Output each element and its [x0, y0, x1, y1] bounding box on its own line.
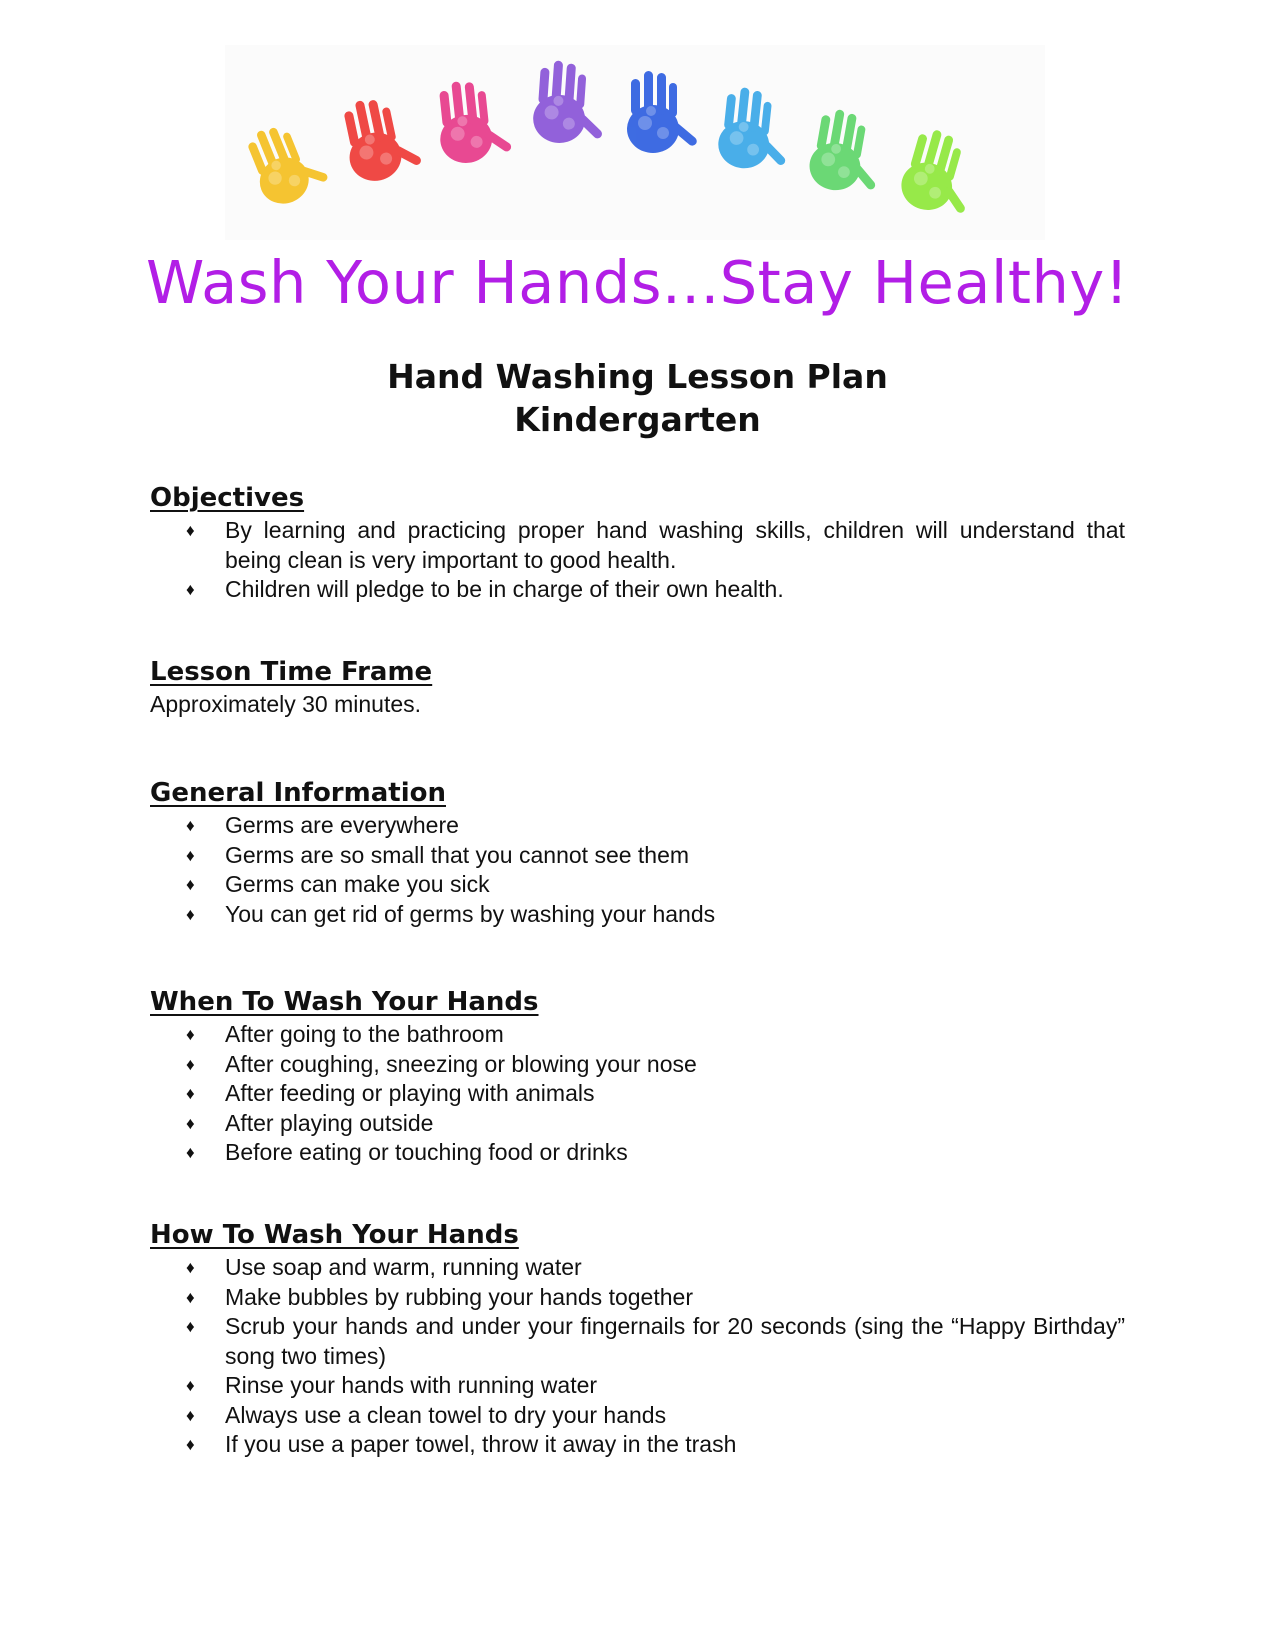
diamond-bullet-icon: ♦ — [186, 1143, 195, 1162]
list-item-text: You can get rid of germs by washing your hands — [225, 900, 716, 927]
list-item-text: After going to the bathroom — [225, 1021, 504, 1047]
diamond-bullet-icon: ♦ — [186, 521, 195, 540]
time-frame-heading: Lesson Time Frame — [150, 657, 433, 687]
how-to-wash-list — [150, 1253, 1125, 1460]
diamond-bullet-icon: ♦ — [186, 1258, 195, 1277]
when-to-wash-heading: When To Wash Your Hands — [150, 987, 539, 1017]
diamond-bullet-icon: ♦ — [186, 1287, 195, 1307]
list-item — [150, 841, 1125, 871]
when-to-wash-list — [150, 1020, 1125, 1168]
handprint-icon — [716, 86, 794, 173]
list-item-text: Before eating or touching food or drinks — [225, 1139, 628, 1165]
diamond-bullet-icon: ♦ — [186, 1054, 195, 1074]
general-info-section — [150, 777, 1125, 929]
list-item-text: Germs are so small that you cannot see them — [225, 841, 690, 868]
diamond-bullet-icon: ♦ — [186, 580, 195, 599]
list-item-text: After playing outside — [225, 1109, 434, 1136]
list-item — [150, 870, 1125, 900]
list-item — [150, 575, 1125, 605]
general-info-list — [150, 811, 1125, 929]
handprint-icon — [532, 59, 609, 146]
list-item-text: Scrub your hands and under your fingernails for 20 seconds (sing the “Happy Birthday” song two times) — [225, 1313, 1125, 1369]
list-item-text: If you use a paper towel, throw it away in the trash — [225, 1431, 737, 1457]
diamond-bullet-icon: ♦ — [186, 816, 195, 835]
when-to-wash-section — [150, 986, 1125, 1168]
general-info-heading: General Information — [150, 778, 446, 808]
list-item — [150, 1401, 1125, 1431]
time-frame-text: Approximately 30 minutes. — [150, 691, 422, 717]
diamond-bullet-icon: ♦ — [186, 1317, 195, 1336]
how-to-wash-heading: How To Wash Your Hands — [150, 1220, 519, 1250]
list-item — [150, 811, 1125, 841]
handprints-illustration — [225, 45, 1045, 240]
list-item-text: Children will pledge to be in charge of their own health. — [225, 576, 784, 602]
list-item-text: Rinse your hands with running water — [225, 1372, 598, 1398]
diamond-bullet-icon: ♦ — [186, 1084, 195, 1103]
list-item — [150, 1020, 1125, 1050]
list-item-text: By learning and practicing proper hand washing skills, children will understand that being clean is very important to good health. — [225, 517, 1125, 573]
diamond-bullet-icon: ♦ — [186, 1405, 195, 1425]
list-item — [150, 1430, 1125, 1460]
list-item — [150, 1253, 1125, 1283]
list-item — [150, 1371, 1125, 1401]
list-item — [150, 1283, 1125, 1313]
list-item — [150, 900, 1125, 930]
list-item-text: Make bubbles by rubbing your hands together — [225, 1283, 693, 1310]
handprint-icon — [896, 125, 986, 222]
objectives-list — [150, 516, 1125, 605]
list-item-text: Germs can make you sick — [225, 871, 490, 897]
objectives-section — [150, 482, 1125, 605]
list-item — [150, 1079, 1125, 1109]
lesson-plan-title: Hand Washing Lesson Plan — [387, 357, 888, 396]
list-item-text: After feeding or playing with animals — [225, 1080, 595, 1106]
handprint-icon — [434, 76, 514, 165]
how-to-wash-section — [150, 1219, 1125, 1460]
diamond-bullet-icon: ♦ — [186, 1435, 195, 1454]
list-item-text: After coughing, sneezing or blowing your nose — [225, 1050, 697, 1077]
diamond-bullet-icon: ♦ — [186, 1376, 195, 1395]
list-item-text: Germs are everywhere — [225, 812, 459, 838]
handprints-banner — [225, 45, 1045, 240]
diamond-bullet-icon: ♦ — [186, 845, 195, 865]
diamond-bullet-icon: ♦ — [186, 1025, 195, 1044]
handprint-icon — [627, 71, 699, 153]
page-title: Wash Your Hands...Stay Healthy! — [146, 248, 1129, 317]
list-item — [150, 1109, 1125, 1139]
objectives-heading: Objectives — [150, 483, 305, 513]
list-item-text: Use soap and warm, running water — [225, 1254, 582, 1280]
diamond-bullet-icon: ♦ — [186, 904, 195, 924]
list-item — [150, 516, 1125, 575]
time-frame-section — [150, 656, 1125, 719]
handprint-icon — [241, 113, 333, 211]
handprint-icon — [338, 91, 425, 186]
list-item — [150, 1138, 1125, 1168]
list-item — [150, 1050, 1125, 1080]
handprint-icon — [806, 106, 889, 197]
list-item — [150, 1312, 1125, 1371]
diamond-bullet-icon: ♦ — [186, 1113, 195, 1133]
list-item-text: Always use a clean towel to dry your hands — [225, 1401, 667, 1428]
diamond-bullet-icon: ♦ — [186, 875, 195, 894]
grade-level-title: Kindergarten — [514, 400, 761, 439]
